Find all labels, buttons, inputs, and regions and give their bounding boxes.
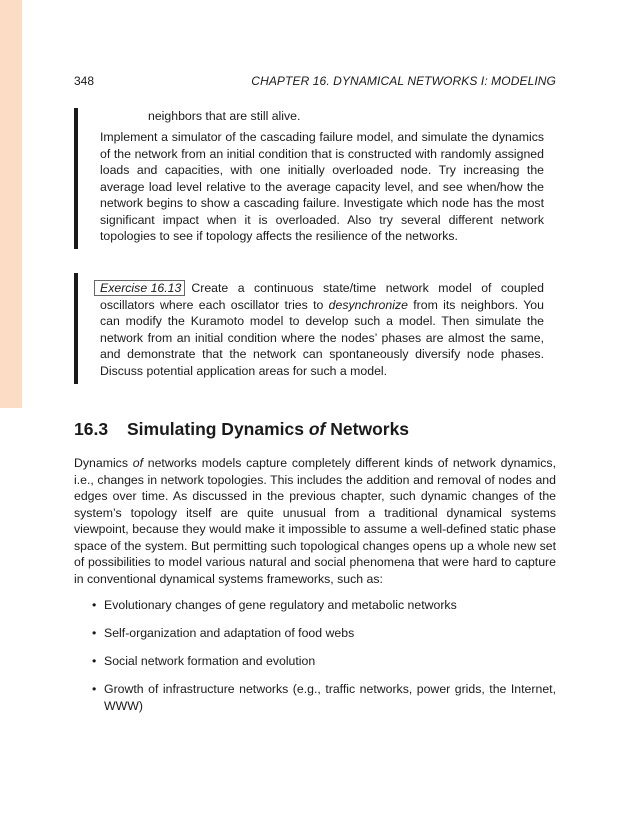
- exercise-continued-line: neighbors that are still alive.: [148, 109, 301, 123]
- page-number: 348: [74, 74, 95, 88]
- intro-emphasis: of: [132, 456, 143, 470]
- list-item: [74, 625, 556, 642]
- bullet-icon: •: [92, 654, 97, 668]
- section-title-start: Simulating Dynamics: [127, 419, 309, 439]
- exercise-text-end: from its neighbors. You can modify the Kuramoto model to develop such a model. Then simulate the network from an initial condition where the nodes’ phases are almost the same, and demonstrate that the network can spontaneously diversify node phases. Discuss potential application areas for such a model.: [100, 297, 544, 378]
- list-item-text: Growth of infrastructure networks (e.g., traffic networks, power grids, the Internet, WWW): [104, 682, 556, 713]
- bullet-icon: •: [92, 682, 97, 696]
- bullet-icon: •: [92, 626, 97, 640]
- list-item: [74, 681, 556, 714]
- running-head: CHAPTER 16. DYNAMICAL NETWORKS I: MODELING: [251, 74, 556, 88]
- list-item-text: Social network formation and evolution: [104, 654, 316, 668]
- section-title-end: Networks: [325, 419, 410, 439]
- list-item-text: Evolutionary changes of gene regulatory and metabolic networks: [104, 598, 457, 612]
- bullet-icon: •: [92, 598, 97, 612]
- exercise-left-bar: [74, 273, 78, 384]
- exercise-continued-paragraph: Implement a simulator of the cascading failure model, and simulate the dynamics of the network from an initial condition that is constructed with randomly assigned loads and capacities, with one initially overloaded node. Try increasing the average load level relative to the average capacity level, and see when/how the network begins to show a cascading failure. Investigate which node has the most significant impact when it is overloaded. Also try several different network topologies to see if topology affects the resilience of the networks.: [100, 130, 544, 243]
- exercise-emphasis: desynchronize: [328, 297, 408, 312]
- intro-paragraph: [74, 455, 556, 587]
- list-item-text: Self-organization and adaptation of food webs: [104, 626, 355, 640]
- intro-start: Dynamics: [74, 456, 133, 470]
- section-title-emphasis: of: [308, 419, 326, 439]
- intro-rest: networks models capture completely different kinds of network dynamics, i.e., changes in network topologies. This includes the addition and removal of nodes and edges over time. As discussed in the previous chapter, such dynamic changes of the system’s topology itself are quite unusual from a traditional dynamical systems viewpoint, because they would make it impossible to assume a well-defined static phase space of the system. But permitting such topological changes opens up a whole new set of possibilities to model various natural and social phenomena that were hard to capture in conventional dynamical systems frameworks, such as:: [74, 456, 556, 586]
- list-item: [74, 597, 556, 614]
- bullet-list: [74, 597, 556, 726]
- list-item: [74, 653, 556, 670]
- exercise-16-13: [100, 280, 544, 379]
- exercise-left-bar: [74, 108, 78, 249]
- exercise-text-start: Create a continuous state/time network model of coupled oscillators where each oscillator tries to: [100, 281, 544, 312]
- page-header: [74, 73, 556, 89]
- side-tab-marker: [0, 0, 22, 408]
- section-heading: [74, 418, 409, 440]
- exercise-label: Exercise 16.13: [94, 280, 185, 296]
- section-number: 16.3: [74, 419, 109, 439]
